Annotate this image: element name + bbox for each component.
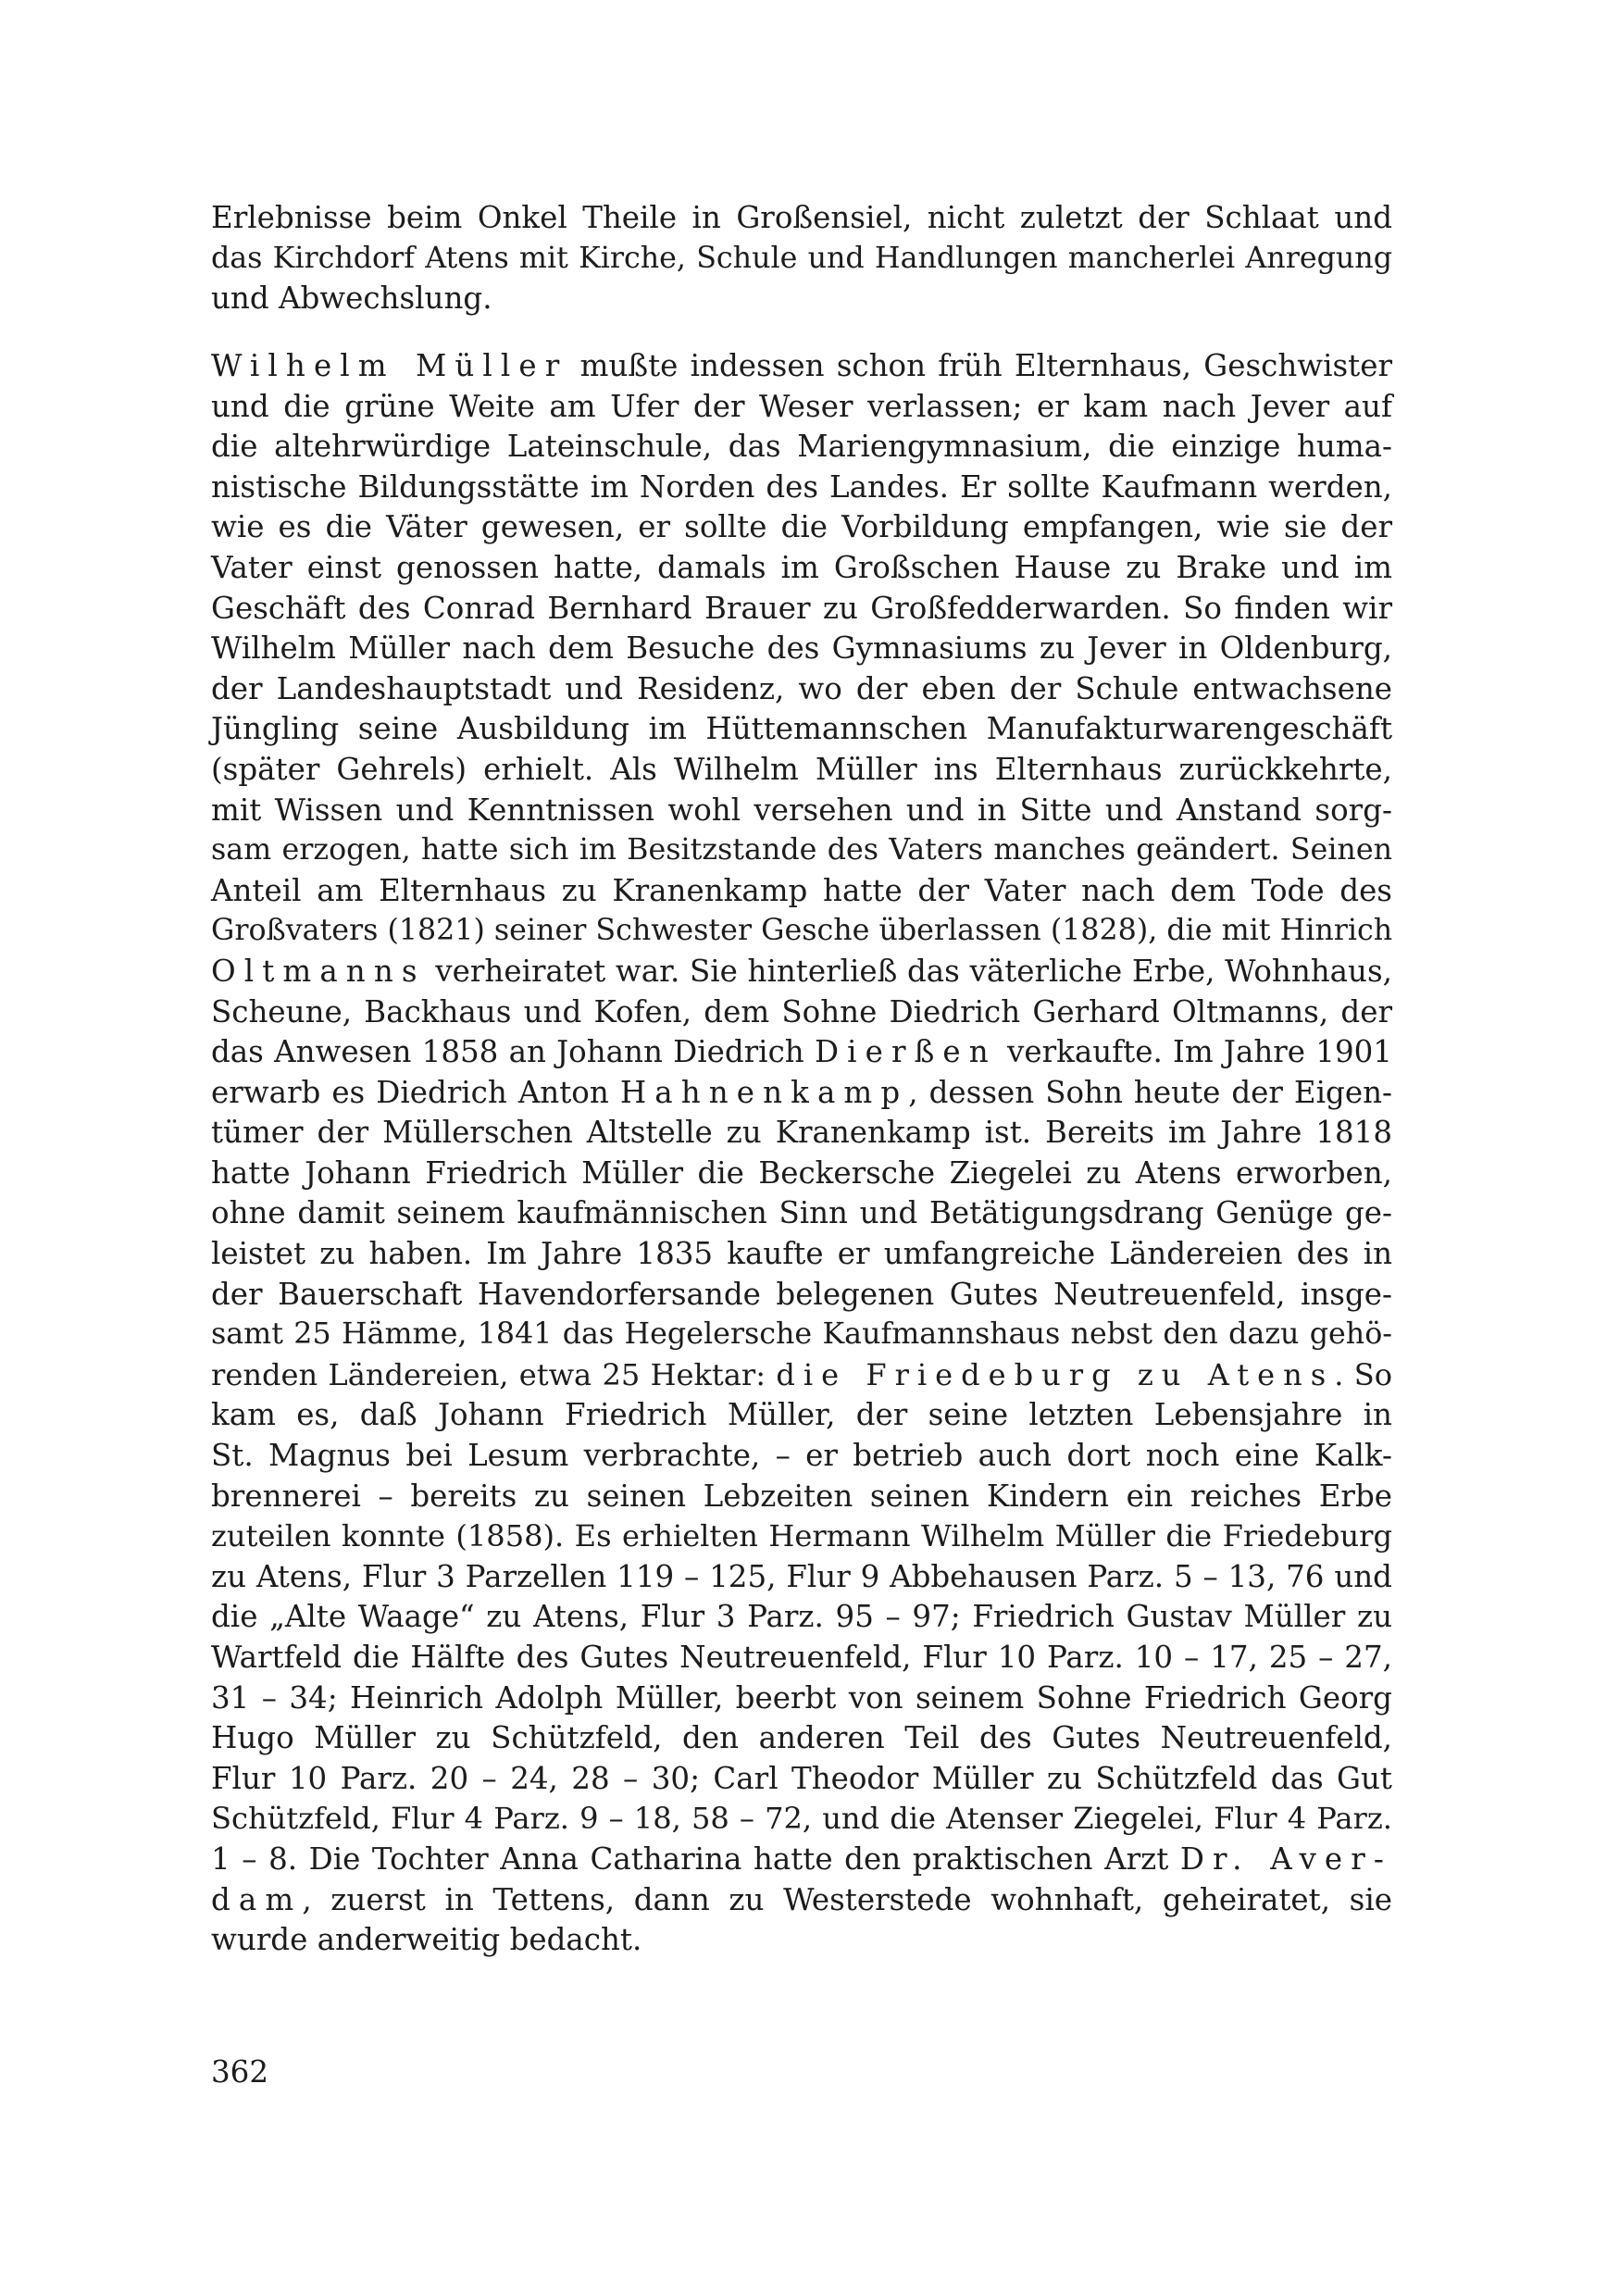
text-fragment: , dessen Sohn heute der Eigen- — [908, 1074, 1392, 1110]
text-line: der Landeshauptstadt und Residenz, wo der eben der Schule entwachsene — [211, 670, 1392, 706]
text-line — [211, 346, 1392, 387]
text-line: zuteilen konnte (1858). Es erhielten Hermann Wilhelm Müller die Friedeburg — [211, 1518, 1392, 1554]
text-line: 31 – 34; Heinrich Adolph Müller, beerbt von seinem Sohne Friedrich Georg — [211, 1679, 1392, 1716]
text-line — [211, 1840, 1392, 1880]
text-line: zu Atens, Flur 3 Parzellen 119 – 125, Flur 9 Abbehausen Parz. 5 – 13, 76 und — [211, 1558, 1392, 1594]
text-line: Hugo Müller zu Schützfeld, den anderen Teil des Gutes Neutreuenfeld, — [211, 1720, 1392, 1756]
text-line: Großvaters (1821) seiner Schwester Gesche überlassen (1828), die mit Hinrich — [211, 914, 1393, 948]
page-number: 362 — [211, 2054, 269, 2090]
text-line: der Bauerschaft Havendorfersande belegenen Gutes Neutreuenfeld, insge- — [211, 1276, 1392, 1312]
spaced-name: Hahnenkamp — [619, 1074, 909, 1110]
text-line — [211, 952, 1392, 992]
text-line: wurde anderweitig bedacht. — [211, 1922, 642, 1958]
text-line: kam es, daß Johann Friedrich Müller, der seine letzten Lebensjahre in — [211, 1397, 1392, 1433]
text-line: und Abwechslung. — [211, 281, 492, 317]
text-line: Schützfeld, Flur 4 Parz. 9 – 18, 58 – 72, und die Atenser Ziegelei, Flur 4 Parz. — [211, 1801, 1392, 1837]
spaced-name: Oltmanns — [211, 953, 426, 989]
text-line: nistische Bildungsstätte im Norden des Landes. Er sollte Kaufmann werden, — [211, 468, 1392, 505]
text-line — [211, 1880, 1392, 1921]
text-fragment: verheiratet war. Sie hinterließ das väterliche Erbe, Wohnhaus, — [425, 953, 1392, 989]
text-line: brennerei – bereits zu seinen Lebzeiten seinen Kindern ein reiches Erbe — [211, 1478, 1392, 1514]
text-line: Wilhelm Müller nach dem Besuche des Gymnasiums zu Jever in Oldenburg, — [211, 630, 1392, 667]
text-fragment: mußte indessen schon früh Elternhaus, Geschwister — [567, 348, 1393, 383]
text-line — [211, 1355, 1392, 1396]
text-fragment: verkaufte. Im Jahre 1901 — [996, 1034, 1392, 1070]
text-line: ohne damit seinem kaufmännischen Sinn und Betätigungsdrang Genüge ge- — [211, 1195, 1392, 1231]
text-line: Vater einst genossen hatte, damals im Großschen Hause zu Brake und im — [211, 549, 1392, 585]
paragraph-1 — [211, 198, 1392, 319]
spaced-name: Wilhelm Müller — [211, 348, 568, 383]
text-line: Flur 10 Parz. 20 – 24, 28 – 30; Carl Theodor Müller zu Schützfeld das Gut — [211, 1760, 1392, 1796]
text-line: mit Wissen und Kenntnissen wohl versehen und in Sitte und Anstand sorg- — [211, 792, 1392, 828]
text-line: wie es die Väter gewesen, er sollte die Vorbildung empfangen, wie sie der — [211, 509, 1392, 545]
spaced-name: dam — [211, 1881, 303, 1917]
text-line: leistet zu haben. Im Jahre 1835 kaufte er umfangreiche Ländereien des in — [211, 1236, 1392, 1272]
text-fragment: renden Ländereien, etwa 25 Hektar: — [211, 1356, 777, 1392]
paragraph-2 — [211, 346, 1392, 1961]
spaced-name: Dr. Aver- — [1179, 1841, 1392, 1877]
text-line: tümer der Müllerschen Altstelle zu Kranenkamp ist. Bereits im Jahre 1818 — [211, 1115, 1392, 1151]
text-line: die „Alte Waage“ zu Atens, Flur 3 Parz. 95 – 97; Friedrich Gustav Müller zu — [211, 1599, 1392, 1635]
text-line: samt 25 Hämme, 1841 das Hegelersche Kaufmannshaus nebst den dazu gehö- — [211, 1317, 1392, 1352]
text-line: die altehrwürdige Lateinschule, das Mariengymnasium, die einzige huma- — [211, 429, 1392, 465]
text-line: sam erzogen, hatte sich im Besitzstande des Vaters manches geändert. Seinen — [211, 833, 1392, 867]
text-line: hatte Johann Friedrich Müller die Beckersche Ziegelei zu Atens erworben, — [211, 1154, 1392, 1191]
text-line: (später Gehrels) erhielt. Als Wilhelm Müller ins Elternhaus zurückkehrte, — [211, 751, 1392, 787]
text-fragment: , zuerst in Tettens, dann zu Westerstede wohnhaft, geheiratet, sie — [302, 1881, 1392, 1917]
text-line: Geschäft des Conrad Bernhard Brauer zu Großfedderwarden. So finden wir — [211, 590, 1392, 626]
text-fragment: das Anwesen 1858 an Johann Diedrich — [211, 1034, 815, 1070]
text-line: Jüngling seine Ausbildung im Hüttemannschen Manufakturwarengeschäft — [211, 711, 1392, 747]
text-line: und die grüne Weite am Ufer der Weser verlassen; er kam nach Jever auf — [211, 388, 1392, 424]
text-line: Wartfeld die Hälfte des Gutes Neutreuenfeld, Flur 10 Parz. 10 – 17, 25 – 27, — [211, 1640, 1392, 1675]
spaced-name: Dierßen — [814, 1034, 997, 1070]
text-line — [211, 1032, 1392, 1073]
text-line: Erlebnisse beim Onkel Theile in Großensiel, nicht zuletzt der Schlaat und — [211, 200, 1392, 235]
text-fragment: erwarb es Diedrich Anton — [211, 1074, 620, 1110]
text-line: das Kirchdorf Atens mit Kirche, Schule und Handlungen mancherlei Anregung — [211, 241, 1392, 275]
text-line — [211, 1073, 1392, 1114]
text-line: St. Magnus bei Lesum verbrachte, – er betrieb auch dort noch eine Kalk- — [211, 1438, 1392, 1474]
text-fragment: 1 – 8. Die Tochter Anna Catharina hatte den praktischen Arzt — [211, 1841, 1180, 1877]
spaced-name: die Friedeburg zu Atens — [776, 1356, 1335, 1392]
text-line: Anteil am Elternhaus zu Kranenkamp hatte der Vater nach dem Tode des — [211, 872, 1392, 908]
text-line: Scheune, Backhaus und Kofen, dem Sohne Diedrich Gerhard Oltmanns, der — [211, 993, 1392, 1029]
text-fragment: . So — [1334, 1356, 1393, 1392]
